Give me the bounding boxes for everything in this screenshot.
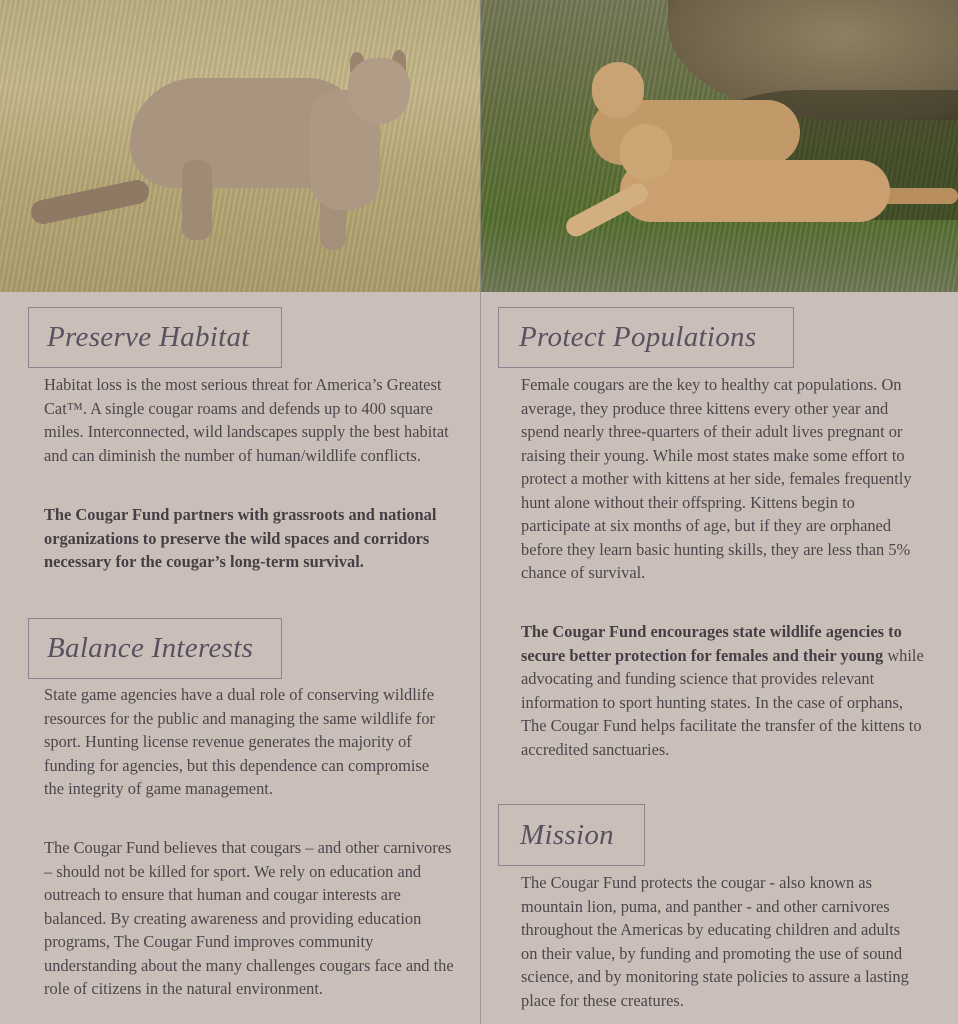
cougar-leg xyxy=(182,160,212,240)
section-body-continued: while advocating and funding science that provides relevant information to sport hunting states. In the case of orphans, The Cougar Fund helps facilitate the transfer of the kittens to accredited sanctuaries. xyxy=(521,645,924,759)
section-title: Balance Interests xyxy=(47,632,254,664)
section-title: Preserve Habitat xyxy=(47,321,250,353)
section-title: Protect Populations xyxy=(519,321,757,353)
section-body: Habitat loss is the most serious threat for America’s Greatest Cat™. A single cougar roams and defends up to 400 square miles. Interconnected, wild landscapes supply the best habitat and can diminish the number of human/wildlife conflicts. xyxy=(44,375,449,465)
section-body-2: The Cougar Fund believes that cougars – and other carnivores – should not be killed for sport. We rely on education and outreach to ensure that human and cougar interests are balanced. By creating awareness and providing education programs, The Cougar Fund improves community understanding about the many challenges cougars face and the role of citizens in the natural environment. xyxy=(44,838,454,998)
heading-box-preserve-habitat xyxy=(28,307,282,368)
cougar-head xyxy=(348,58,410,124)
heading-box-protect-populations xyxy=(498,307,794,368)
center-fold-line xyxy=(480,0,481,1024)
cougar-front-head xyxy=(620,124,672,180)
section-emphasis: The Cougar Fund partners with grassroots and national organizations to preserve the wild spaces and corridors necessary for the cougar’s long-term survival. xyxy=(44,505,437,571)
section-body: State game agencies have a dual role of conserving wildlife resources for the public and managing the same wildlife for sport. Hunting license revenue generates the majority of funding for agencies, but this dependence can compromise the integrity of game management. xyxy=(44,685,435,798)
section-body: The Cougar Fund protects the cougar - also known as mountain lion, puma, and panther - and other carnivores throughout the Americas by educating children and adults on their value, by funding and promoting the use of sound science, and by monitoring state policies to assure a lasting place for these creatures. xyxy=(521,873,909,1010)
cougar-back-head xyxy=(592,62,644,118)
section-body-2 xyxy=(521,620,926,761)
photo-cougar-grass xyxy=(0,0,480,292)
section-body: Female cougars are the key to healthy cat populations. On average, they produce three kittens every other year and spend nearly three-quarters of their adult lives pregnant or raising their young. While most states make some effort to protect a mother with kittens at her side, females frequently hunt alone without their offspring. Kittens begin to participate at six months of age, but if they are orphaned before they learn basic hunting skills, they are less than 5% chance of survival. xyxy=(521,375,912,582)
section-title: Mission xyxy=(520,818,614,851)
heading-box-balance-interests xyxy=(28,618,282,679)
heading-box-mission xyxy=(498,804,645,866)
section-emphasis: The Cougar Fund encourages state wildlife agencies to secure better protection for females and their young xyxy=(521,622,902,665)
photo-strip xyxy=(0,0,958,292)
